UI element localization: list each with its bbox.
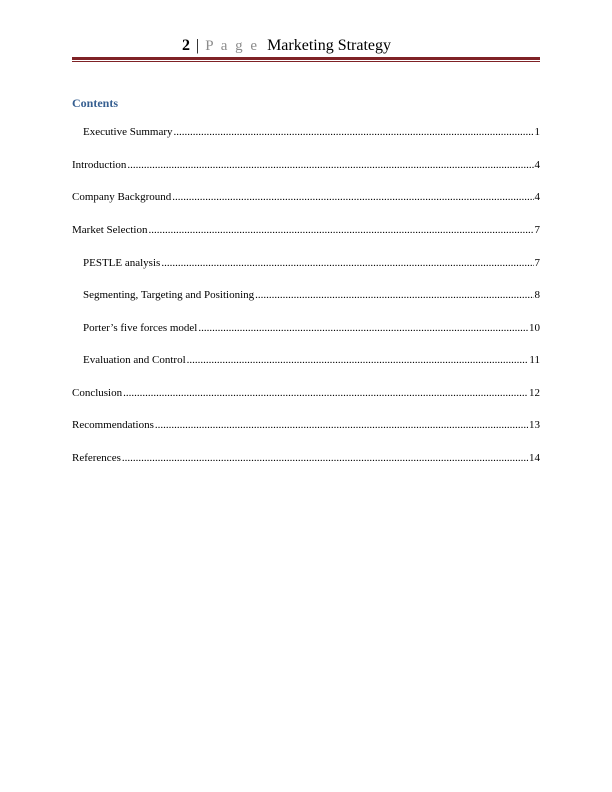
toc-entry-label: Company Background [72, 191, 172, 203]
toc-leader-dots [174, 126, 534, 139]
toc-leader-dots [127, 159, 533, 172]
toc-leader-dots [155, 419, 528, 432]
toc-entry-label: Evaluation and Control [83, 354, 186, 366]
toc-entry-page: 11 [529, 354, 540, 366]
toc-entry[interactable] [72, 452, 540, 465]
toc-leader-dots [198, 322, 528, 335]
toc-entry-page: 8 [534, 289, 540, 301]
toc-entry[interactable] [72, 159, 540, 172]
toc-entry-label: Executive Summary [83, 126, 173, 138]
contents-heading: Contents [72, 96, 119, 110]
toc-leader-dots [187, 354, 529, 367]
toc-entry-page: 4 [534, 191, 540, 203]
page-number: 2 [182, 37, 190, 54]
toc-entry[interactable] [83, 126, 540, 139]
toc-entry-page: 7 [534, 224, 540, 236]
toc-entry[interactable] [72, 224, 540, 237]
toc-entry[interactable] [72, 419, 540, 432]
header-separator: | [196, 37, 200, 54]
toc-leader-dots [123, 387, 528, 400]
toc-leader-dots [148, 224, 533, 237]
toc-entry-label: Porter’s five forces model [83, 322, 198, 334]
page-header [72, 34, 540, 56]
toc-leader-dots [255, 289, 533, 302]
toc-entry-page: 1 [534, 126, 540, 138]
toc-entry-page: 13 [529, 419, 540, 431]
toc-entry-page: 10 [529, 322, 540, 334]
toc-leader-dots [161, 257, 533, 270]
page-word: P a g e [205, 38, 260, 54]
header-text [182, 37, 391, 55]
toc-entry[interactable] [83, 289, 540, 302]
toc-leader-dots [122, 452, 528, 465]
header-rule-thick [72, 57, 540, 60]
toc-entry-label: PESTLE analysis [83, 257, 161, 269]
toc-entry[interactable] [83, 354, 540, 367]
toc-entry-label: Segmenting, Targeting and Positioning [83, 289, 255, 301]
toc-entry-page: 14 [529, 452, 540, 464]
toc-entry-label: Recommendations [72, 419, 154, 431]
toc-entry-label: Conclusion [72, 387, 123, 399]
toc-entry-label: References [72, 452, 121, 464]
toc-entry-label: Market Selection [72, 224, 148, 236]
toc-entry-page: 4 [534, 159, 540, 171]
toc-entry-page: 12 [529, 387, 540, 399]
document-title: Marketing Strategy [267, 37, 392, 54]
toc-entry-label: Introduction [72, 159, 127, 171]
toc-entry-page: 7 [534, 257, 540, 269]
toc-leader-dots [172, 191, 533, 204]
toc-entry[interactable] [83, 322, 540, 335]
toc-entry[interactable] [83, 257, 540, 270]
toc-entry[interactable] [72, 191, 540, 204]
toc-entry[interactable] [72, 387, 540, 400]
header-rule-thin [72, 61, 540, 62]
